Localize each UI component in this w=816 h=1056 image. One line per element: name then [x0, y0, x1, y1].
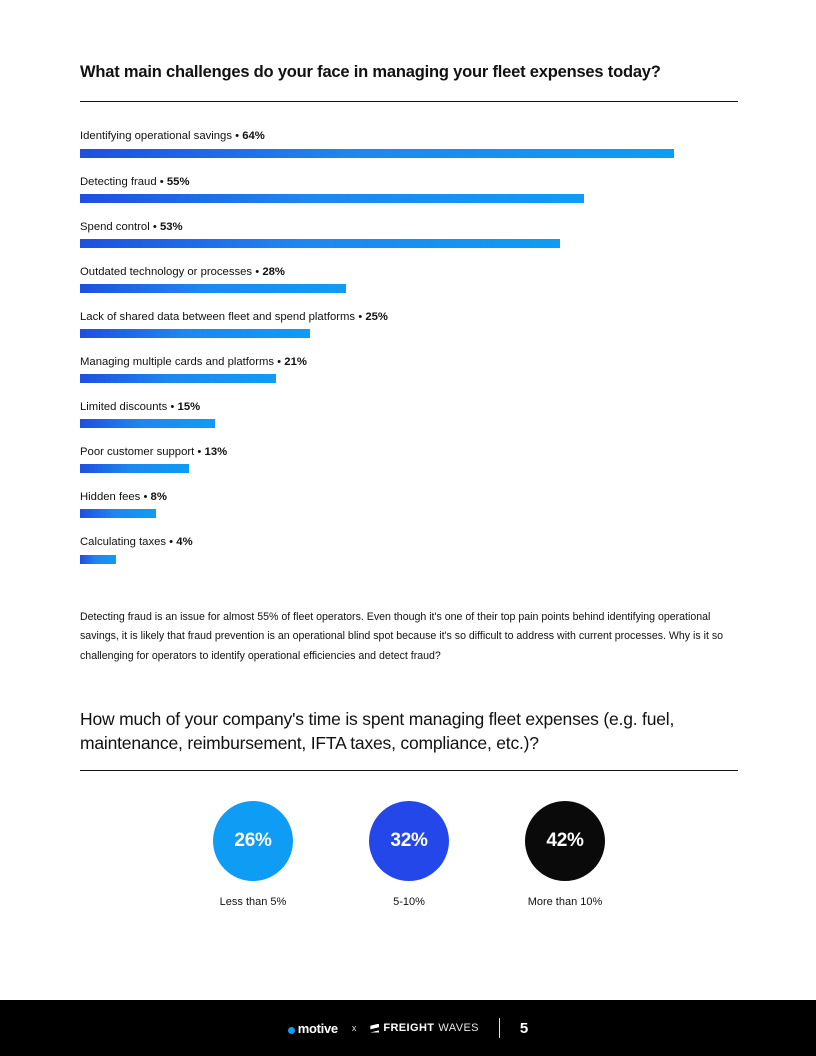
bar-label: [80, 535, 738, 549]
circle-stat-value: 26%: [213, 801, 293, 881]
circle-stat: [525, 801, 605, 908]
section-2-divider: [80, 770, 738, 771]
bar-label-separator: •: [143, 491, 148, 504]
circle-stat: [369, 801, 449, 908]
page-number: 5: [519, 1019, 529, 1037]
bar-value: 8%: [150, 491, 167, 504]
circle-stat-caption: 5-10%: [393, 895, 425, 908]
freightwaves-logo-light-text: WAVES: [438, 1022, 479, 1034]
bar-label-text: Managing multiple cards and platforms: [80, 355, 275, 368]
page-footer: [0, 1000, 816, 1056]
bar-label-separator: •: [277, 355, 282, 368]
bar-value: 13%: [204, 446, 228, 459]
page-content: [80, 62, 738, 908]
bar-row: [80, 355, 738, 383]
bar-row: [80, 265, 738, 293]
bar-label: [80, 445, 738, 459]
bar-row: [80, 220, 738, 248]
bar-fill: [80, 239, 560, 248]
commentary-paragraph: Detecting fraud is an issue for almost 55% of fleet operators. Even though it's one of their top pain points behind identifying operational savings, it is likely that fraud prevention is an operational blind spot because it's so difficult to address with current processes. Why is it so challenging for operators to identify operational efficiencies and detect fraud?: [80, 610, 724, 662]
bar-row: [80, 535, 738, 563]
bar-fill: [80, 555, 116, 564]
bar-track: [80, 329, 738, 338]
bar-label-text: Limited discounts: [80, 401, 168, 414]
bar-label: [80, 220, 738, 234]
bar-label-text: Detecting fraud: [80, 175, 157, 188]
bar-label-separator: •: [152, 220, 157, 233]
bar-label-separator: •: [159, 175, 164, 188]
bar-label-separator: •: [255, 265, 260, 278]
bar-track: [80, 419, 738, 428]
bar-label: [80, 400, 738, 414]
bar-track: [80, 239, 738, 248]
bar-label-separator: •: [197, 446, 202, 459]
bar-label: [80, 175, 738, 189]
bar-label: [80, 355, 738, 369]
bar-label-text: Identifying operational savings: [80, 130, 232, 143]
bar-row: [80, 175, 738, 203]
bar-fill: [80, 374, 276, 383]
bar-chart: [80, 129, 738, 563]
freightwaves-mark-icon: [370, 1024, 379, 1033]
motive-logo-text: motive: [297, 1020, 338, 1036]
bar-row: [80, 129, 738, 157]
bar-row: [80, 310, 738, 338]
bar-value: 25%: [365, 310, 388, 323]
bar-label-text: Outdated technology or processes: [80, 265, 253, 278]
section-2-question: How much of your company's time is spent managing fleet expenses (e.g. fuel, maintenance, reimbursement, IFTA taxes, compliance, etc.)?: [80, 709, 675, 753]
bar-value: 64%: [242, 130, 265, 143]
bar-fill: [80, 329, 310, 338]
bar-fill: [80, 284, 346, 293]
bar-value: 53%: [159, 220, 183, 233]
circle-stat-group: [80, 801, 738, 908]
bar-label-text: Hidden fees: [80, 491, 141, 504]
section-1-divider: [80, 101, 738, 102]
motive-logo: [288, 1021, 338, 1036]
bar-track: [80, 509, 738, 518]
bar-track: [80, 284, 738, 293]
bar-track: [80, 374, 738, 383]
bar-label: [80, 265, 738, 279]
bar-label: [80, 490, 738, 504]
section-1-question: What main challenges do your face in managing your fleet expenses today?: [80, 63, 661, 81]
circle-stat-value: 42%: [525, 801, 605, 881]
bar-label-separator: •: [358, 310, 363, 323]
footer-brand-bar: [288, 1018, 529, 1038]
bar-row: [80, 400, 738, 428]
circle-stat-value: 32%: [369, 801, 449, 881]
bar-fill: [80, 464, 189, 473]
motive-dot-icon: [288, 1027, 295, 1034]
bar-value: 4%: [176, 536, 193, 549]
bar-label-text: Spend control: [80, 220, 150, 233]
circle-stat-caption: More than 10%: [527, 895, 603, 908]
bar-label: [80, 129, 738, 143]
circle-stat: [213, 801, 293, 908]
freightwaves-logo-bold-text: FREIGHT: [383, 1022, 435, 1034]
bar-label-separator: •: [170, 401, 175, 414]
freightwaves-logo: [370, 1022, 479, 1034]
bar-label: [80, 310, 738, 324]
bar-fill: [80, 509, 156, 518]
brand-separator: x: [351, 1023, 357, 1033]
bar-value: 21%: [284, 355, 307, 368]
bar-label-text: Poor customer support: [80, 446, 195, 459]
bar-fill: [80, 149, 674, 158]
bar-value: 15%: [177, 401, 201, 414]
bar-track: [80, 464, 738, 473]
bar-label-text: Calculating taxes: [80, 536, 167, 549]
circle-stat-caption: Less than 5%: [219, 895, 287, 908]
footer-divider: [499, 1018, 500, 1038]
bar-track: [80, 194, 738, 203]
bar-label-text: Lack of shared data between fleet and spend platforms: [80, 310, 356, 323]
bar-fill: [80, 419, 215, 428]
bar-row: [80, 490, 738, 518]
bar-label-separator: •: [169, 536, 174, 549]
bar-label-separator: •: [235, 130, 240, 143]
bar-track: [80, 149, 738, 158]
bar-fill: [80, 194, 584, 203]
bar-track: [80, 555, 738, 564]
bar-value: 28%: [262, 265, 285, 278]
bar-value: 55%: [166, 175, 190, 188]
bar-row: [80, 445, 738, 473]
